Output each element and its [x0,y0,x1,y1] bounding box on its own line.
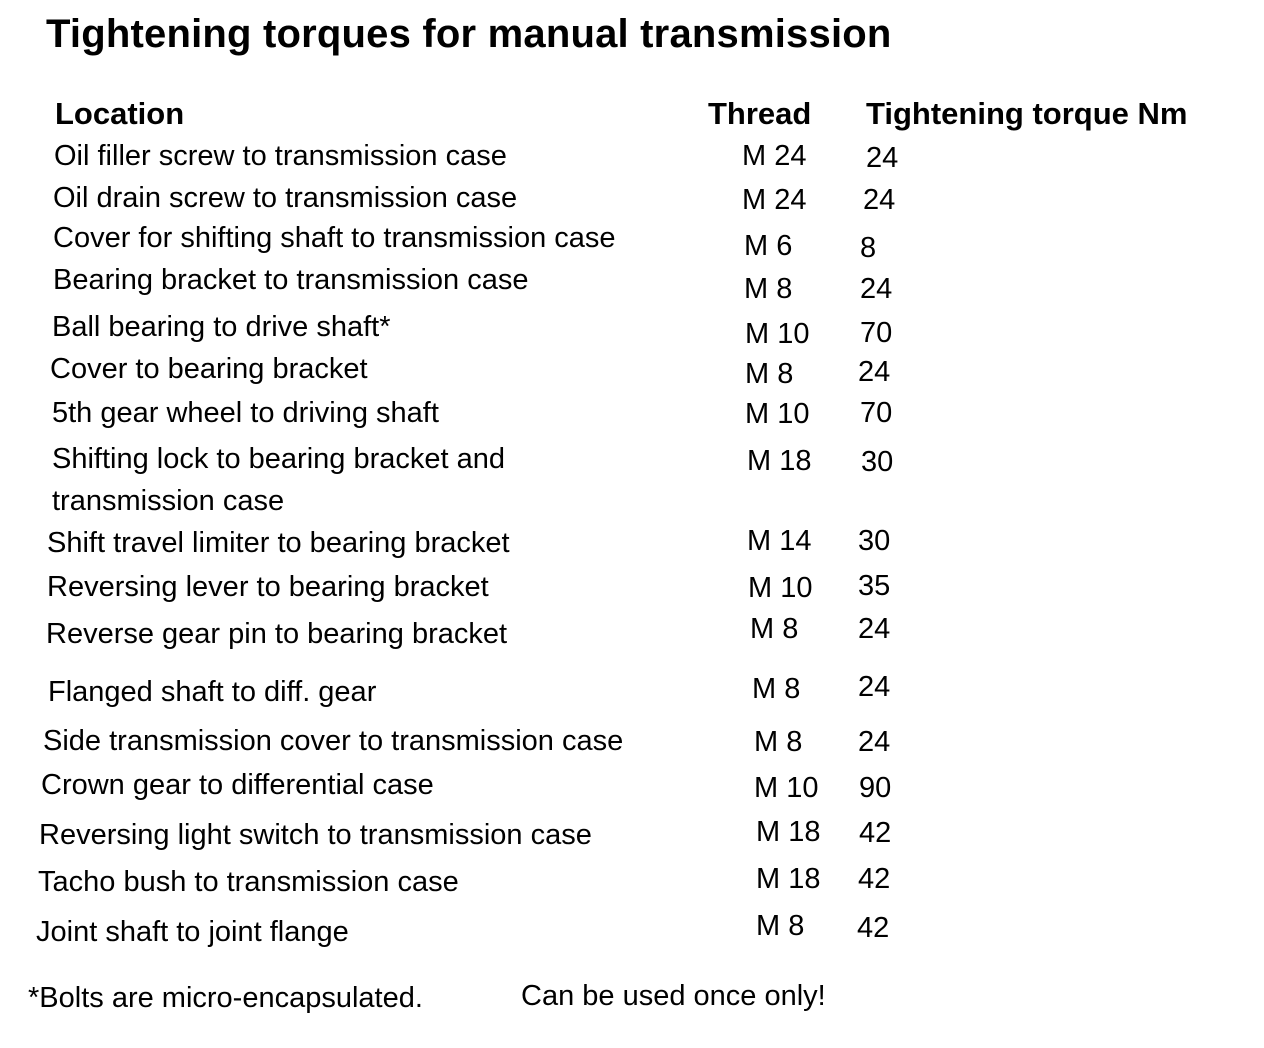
row-location: Oil drain screw to transmission case [53,182,518,214]
row-torque: 30 [861,446,894,478]
row-torque: 42 [858,863,891,895]
row-location: Side transmission cover to transmission case [43,725,624,757]
row-location: Bearing bracket to transmission case [53,264,529,296]
row-thread: M 10 [745,318,810,350]
row-thread: M 10 [745,398,810,430]
row-torque: 24 [858,671,891,703]
row-thread: M 10 [754,772,819,804]
row-location: 5th gear wheel to driving shaft [52,397,439,429]
row-torque: 70 [860,397,893,429]
row-location: Crown gear to differential case [41,769,434,801]
row-thread: M 18 [747,445,812,477]
row-torque: 30 [858,525,891,557]
row-torque: 8 [860,232,877,264]
row-location: Shift travel limiter to bearing bracket [47,527,510,559]
row-location: Reversing light switch to transmission case [39,819,592,851]
row-torque: 70 [860,317,893,349]
row-thread: M 18 [756,863,821,895]
row-location: Flanged shaft to diff. gear [48,676,377,708]
footnote-note: *Bolts are micro-encapsulated. [28,982,423,1014]
row-location: Cover for shifting shaft to transmission case [53,222,616,254]
row-thread: M 8 [756,910,805,942]
row-torque: 24 [858,726,891,758]
row-thread: M 10 [748,572,813,604]
row-location: Ball bearing to drive shaft* [52,311,391,343]
row-torque: 24 [858,356,891,388]
row-torque: 35 [858,570,891,602]
row-thread: M 8 [754,726,803,758]
row-location: Reverse gear pin to bearing bracket [46,618,508,650]
row-torque: 24 [858,613,891,645]
column-header-torque: Tightening torque Nm [866,96,1188,131]
document-title: Tightening torques for manual transmission [46,12,892,56]
footnote-warning: Can be used once only! [521,980,826,1012]
row-torque: 90 [859,772,892,804]
row-location: Oil filler screw to transmission case [54,140,507,172]
row-thread: M 8 [752,673,801,705]
row-location-line2: transmission case [52,485,285,517]
row-thread: M 8 [745,358,794,390]
row-thread: M 24 [742,184,807,216]
row-thread: M 18 [756,816,821,848]
row-location: Tacho bush to transmission case [38,866,459,898]
row-location: Reversing lever to bearing bracket [47,571,489,603]
row-torque: 24 [866,142,899,174]
row-location: Cover to bearing bracket [50,353,368,385]
row-thread: M 14 [747,525,812,557]
column-header-location: Location [55,96,185,131]
row-thread: M 6 [744,230,793,262]
row-torque: 24 [863,184,896,216]
row-torque: 42 [857,912,890,944]
row-torque: 24 [860,273,893,305]
row-thread: M 8 [750,613,799,645]
row-location: Joint shaft to joint flange [36,916,349,948]
row-torque: 42 [859,817,892,849]
row-thread: M 8 [744,273,793,305]
column-header-thread: Thread [708,96,812,131]
row-thread: M 24 [742,140,807,172]
row-location: Shifting lock to bearing bracket and [52,443,505,475]
